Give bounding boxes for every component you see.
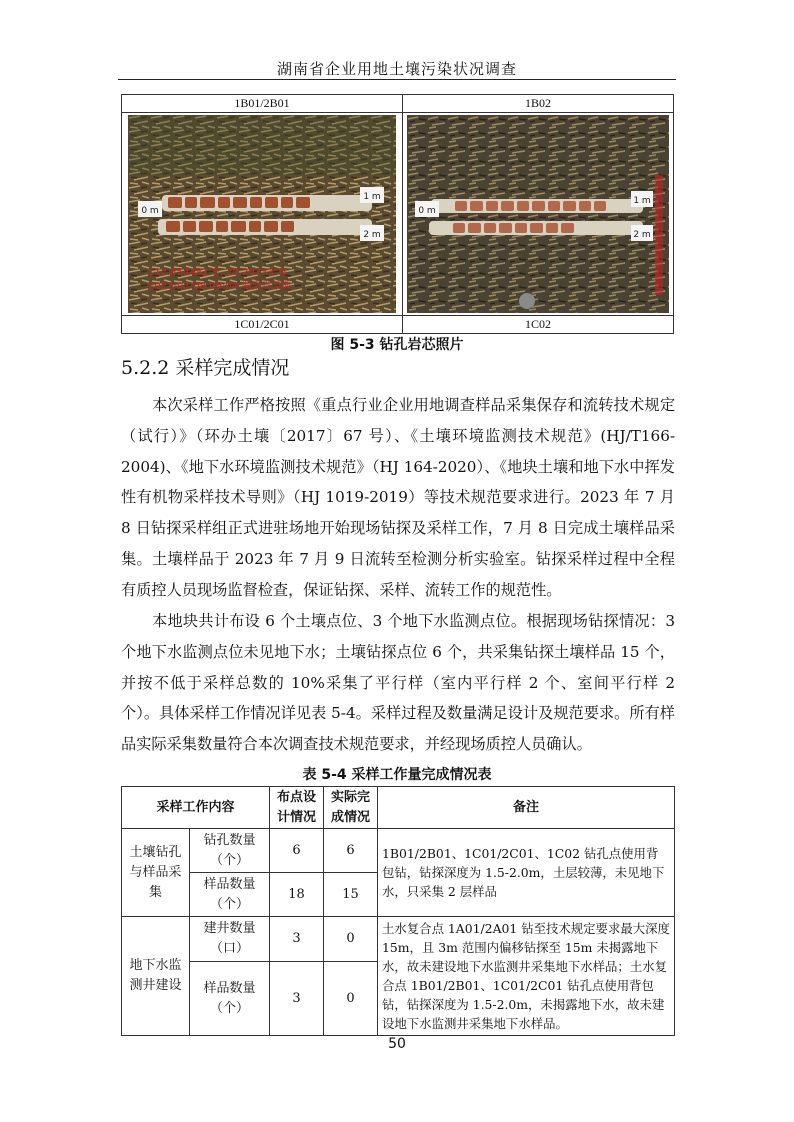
header-content: 采样工作内容 <box>122 787 270 829</box>
photo-stamp-line1: 112.854481°E, 29.29733°N <box>148 267 287 278</box>
sampling-workload-table <box>121 786 675 1036</box>
photo-stamp-line2: 2023-07-08 09:04 湖南省某地 <box>148 281 292 292</box>
page-number: 50 <box>388 1036 406 1052</box>
planned-value: 3 <box>270 917 324 962</box>
core-photo-right <box>407 115 669 313</box>
page-header-title: 湖南省企业用地土壤污染状况调查 <box>276 60 517 78</box>
photo-right-mark-1m: 1 m <box>633 196 651 206</box>
header-note: 备注 <box>378 787 675 829</box>
photo-label-1C02: 1C02 <box>403 316 674 334</box>
paragraph-2: 本地块共计布设 6 个土壤点位、3 个地下水监测点位。根据现场钻探情况：3 个地下水监测点位未见地下水；土壤钻探点位 6 个，共采集钻探土壤样品 15 个，并按不低于采样总数的 10%采集了平行样（室内平行样 2 个、室间平行样 2 个）。具体采样工作情况详见表 5-4。采样过程及数量满足设计及规范要求。所有样品实际采集数量符合本次调查技术规范要求，并经现场质控人员确认。 <box>121 612 675 754</box>
item-name: 钻孔数量（个） <box>190 829 270 873</box>
item-name: 样品数量（个） <box>190 962 270 1036</box>
group-name-soil: 土壤钻孔与样品采集 <box>122 829 190 917</box>
item-name: 样品数量（个） <box>190 873 270 917</box>
photo-label-1C01-2C01: 1C01/2C01 <box>122 316 403 334</box>
note-soil: 1B01/2B01、1C01/2C01、1C02 钻孔点使用背包钻，钻探深度为 1.5-2.0m，土层较薄，未见地下水，只采集 2 层样品 <box>378 829 675 917</box>
actual-value: 15 <box>324 873 378 917</box>
photo-left-mark-2m: 2 m <box>363 230 381 240</box>
photo-cell-left <box>122 113 403 316</box>
photo-cell-right <box>403 113 674 316</box>
planned-value: 6 <box>270 829 324 873</box>
item-name: 建井数量（口） <box>190 917 270 962</box>
actual-value: 0 <box>324 962 378 1036</box>
core-photo-grid <box>121 94 674 334</box>
core-photo-left <box>128 115 396 313</box>
photo-label-1B01-2B01: 1B01/2B01 <box>122 95 403 113</box>
planned-value: 18 <box>270 873 324 917</box>
photo-label-1B02: 1B02 <box>403 95 674 113</box>
group-name-groundwater: 地下水监测井建设 <box>122 917 190 1036</box>
header-planned: 布点设计情况 <box>270 787 324 829</box>
table-caption: 表 5-4 采样工作量完成情况表 <box>302 767 492 783</box>
header-actual: 实际完成情况 <box>324 787 378 829</box>
header-rule <box>118 79 676 80</box>
figure-caption: 图 5-3 钻孔岩芯照片 <box>330 337 464 353</box>
photo-left-mark-0m: 0 m <box>141 206 159 216</box>
note-groundwater: 土水复合点 1A01/2A01 钻至技术规定要求最大深度 15m，且 3m 范围内偏移钻探至 15m 未揭露地下水，故未建设地下水监测井采集地下水样品；土水复合点 1B01/2B01、1C01/2C01 钻孔点使用背包钻，钻探深度为 1.5-2.0m，未揭露地下水，故未建设地下水监测井采集地下水样品。 <box>378 917 675 1036</box>
photo-right-mark-2m: 2 m <box>633 230 651 240</box>
table-row <box>122 917 675 962</box>
photo-left-mark-1m: 1 m <box>363 192 381 202</box>
section-heading: 5.2.2 采样完成情况 <box>121 357 290 379</box>
photo-right-mark-0m: 0 m <box>418 206 436 216</box>
actual-value: 0 <box>324 917 378 962</box>
actual-value: 6 <box>324 829 378 873</box>
planned-value: 3 <box>270 962 324 1036</box>
paragraph-1: 本次采样工作严格按照《重点行业企业用地调查样品采集保存和流转技术规定（试行）》（环办土壤〔2017〕67 号）、《土壤环境监测技术规范》(HJ/T166-2004)、《地下水环境监测技术规范》（HJ 164-2020）、《地块土壤和地下水中挥发性有机物采样技术导则》（HJ 1019-2019）等技术规范要求进行。2023 年 7 月 8 日钻探采样组正式进驻场地开始现场钻探及采样工作，7 月 8 日完成土壤样品采集。土壤样品于 2023 年 7 月 9 日流转至检测分析实验室。钻探采样过程中全程有质控人员现场监督检查，保证钻探、采样、流转工作的规范性。 <box>121 396 675 599</box>
table-row <box>122 829 675 873</box>
